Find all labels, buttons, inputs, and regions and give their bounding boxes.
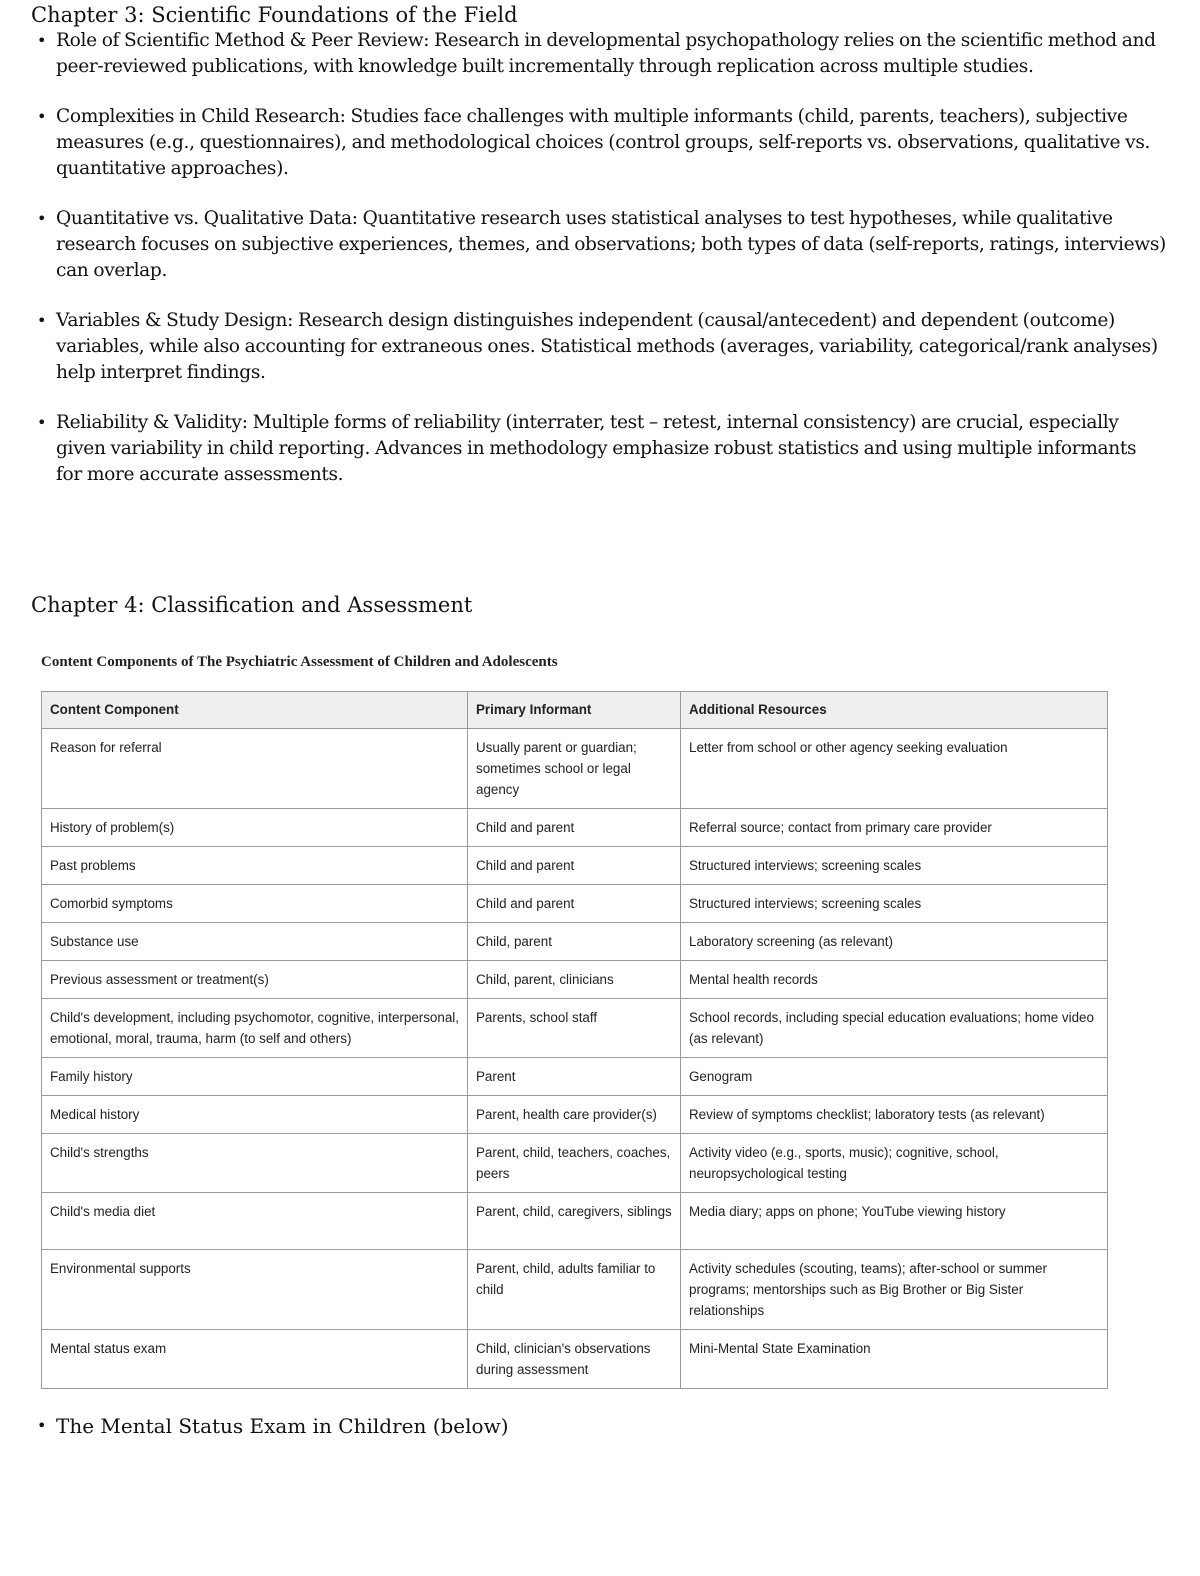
chapter-3-heading: Chapter 3: Scientific Foundations of the Field	[31, 3, 518, 27]
table-row	[42, 1096, 1108, 1134]
cell-additional-resources: School records, including special education evaluations; home video (as relevant)	[681, 999, 1108, 1058]
cell-content-component: Previous assessment or treatment(s)	[42, 961, 468, 999]
bullet-mental-status-exam	[37, 1413, 509, 1439]
bullet-variables-study-design	[37, 308, 1167, 386]
cell-content-component: Medical history	[42, 1096, 468, 1134]
table-row	[42, 999, 1108, 1058]
bullet-text: The Mental Status Exam in Children (below)	[56, 1414, 509, 1438]
bullet-text: Reliability & Validity: Multiple forms of reliability (interrater, test – retest, internal consistency) are crucial, especially given variability in child reporting. Advances in methodology emphasize robust statistics and using multiple informants for more accurate assessments.	[56, 412, 1137, 485]
cell-primary-informant: Parent, child, teachers, coaches, peers	[468, 1134, 681, 1193]
cell-content-component: Substance use	[42, 923, 468, 961]
table-header-row	[42, 692, 1108, 729]
cell-additional-resources: Review of symptoms checklist; laboratory tests (as relevant)	[681, 1096, 1108, 1134]
cell-additional-resources: Referral source; contact from primary care provider	[681, 809, 1108, 847]
column-header-additional-resources: Additional Resources	[681, 692, 1108, 729]
column-header-primary-informant: Primary Informant	[468, 692, 681, 729]
cell-primary-informant: Parent, child, adults familiar to child	[468, 1250, 681, 1330]
bullet-text: Variables & Study Design: Research design distinguishes independent (causal/antecedent) and dependent (outcome) variables, while also accounting for extraneous ones. Statistical methods (averages, variability, categorical/rank analyses) help interpret findings.	[56, 310, 1158, 383]
cell-content-component: Child's development, including psychomotor, cognitive, interpersonal, emotional, moral, trauma, harm (to self and others)	[42, 999, 468, 1058]
cell-primary-informant: Child and parent	[468, 885, 681, 923]
table-row	[42, 923, 1108, 961]
cell-primary-informant: Parents, school staff	[468, 999, 681, 1058]
bullet-icon: •	[37, 31, 47, 50]
cell-primary-informant: Child and parent	[468, 847, 681, 885]
bullet-scientific-method	[37, 28, 1167, 80]
cell-additional-resources: Structured interviews; screening scales	[681, 847, 1108, 885]
table-caption: Content Components of The Psychiatric Assessment of Children and Adolescents	[41, 654, 558, 670]
table-row	[42, 961, 1108, 999]
cell-content-component: Reason for referral	[42, 729, 468, 809]
table-row	[42, 1058, 1108, 1096]
cell-additional-resources: Activity schedules (scouting, teams); after-school or summer programs; mentorships such as Big Brother or Big Sister relationships	[681, 1250, 1108, 1330]
cell-content-component: Family history	[42, 1058, 468, 1096]
cell-content-component: Comorbid symptoms	[42, 885, 468, 923]
cell-additional-resources: Structured interviews; screening scales	[681, 885, 1108, 923]
cell-content-component: Child's strengths	[42, 1134, 468, 1193]
cell-additional-resources: Media diary; apps on phone; YouTube viewing history	[681, 1193, 1108, 1250]
cell-content-component: Mental status exam	[42, 1330, 468, 1389]
chapter-4-heading: Chapter 4: Classification and Assessment	[31, 593, 473, 617]
table-row	[42, 729, 1108, 809]
cell-content-component: History of problem(s)	[42, 809, 468, 847]
cell-primary-informant: Usually parent or guardian; sometimes school or legal agency	[468, 729, 681, 809]
cell-primary-informant: Child, parent	[468, 923, 681, 961]
table-row	[42, 1193, 1108, 1250]
bullet-icon: •	[37, 311, 47, 330]
cell-additional-resources: Mental health records	[681, 961, 1108, 999]
cell-primary-informant: Child and parent	[468, 809, 681, 847]
cell-primary-informant: Child, clinician's observations during assessment	[468, 1330, 681, 1389]
column-header-content-component: Content Component	[42, 692, 468, 729]
bullet-text: Quantitative vs. Qualitative Data: Quantitative research uses statistical analyses to test hypotheses, while qualitative research focuses on subjective experiences, themes, and observations; both types of data (self-reports, ratings, interviews) can overlap.	[56, 208, 1166, 281]
cell-additional-resources: Letter from school or other agency seeking evaluation	[681, 729, 1108, 809]
bullet-icon: •	[37, 413, 47, 432]
assessment-components-table	[41, 691, 1108, 1389]
bullet-reliability-validity	[37, 410, 1167, 488]
table-row	[42, 1250, 1108, 1330]
table-row	[42, 809, 1108, 847]
bullet-icon: •	[37, 107, 47, 126]
bullet-text: Complexities in Child Research: Studies face challenges with multiple informants (child, parents, teachers), subjective measures (e.g., questionnaires), and methodological choices (control groups, self-reports vs. observations, qualitative vs. quantitative approaches).	[56, 106, 1151, 179]
chapter-3-bullet-list	[37, 28, 1167, 512]
cell-content-component: Child's media diet	[42, 1193, 468, 1250]
cell-content-component: Environmental supports	[42, 1250, 468, 1330]
bullet-icon: •	[37, 1416, 47, 1435]
bullet-text: Role of Scientific Method & Peer Review: Research in developmental psychopathology relies on the scientific method and peer-reviewed publications, with knowledge built incrementally through replication across multiple studies.	[56, 30, 1156, 77]
cell-primary-informant: Child, parent, clinicians	[468, 961, 681, 999]
cell-primary-informant: Parent	[468, 1058, 681, 1096]
cell-primary-informant: Parent, child, caregivers, siblings	[468, 1193, 681, 1250]
cell-additional-resources: Laboratory screening (as relevant)	[681, 923, 1108, 961]
bullet-quantitative-qualitative	[37, 206, 1167, 284]
bullet-icon: •	[37, 209, 47, 228]
table-row	[42, 885, 1108, 923]
table-row	[42, 1330, 1108, 1389]
cell-content-component: Past problems	[42, 847, 468, 885]
cell-primary-informant: Parent, health care provider(s)	[468, 1096, 681, 1134]
cell-additional-resources: Activity video (e.g., sports, music); cognitive, school, neuropsychological testing	[681, 1134, 1108, 1193]
cell-additional-resources: Genogram	[681, 1058, 1108, 1096]
bullet-child-research-complexities	[37, 104, 1167, 182]
table-row	[42, 1134, 1108, 1193]
table-row	[42, 847, 1108, 885]
cell-additional-resources: Mini-Mental State Examination	[681, 1330, 1108, 1389]
